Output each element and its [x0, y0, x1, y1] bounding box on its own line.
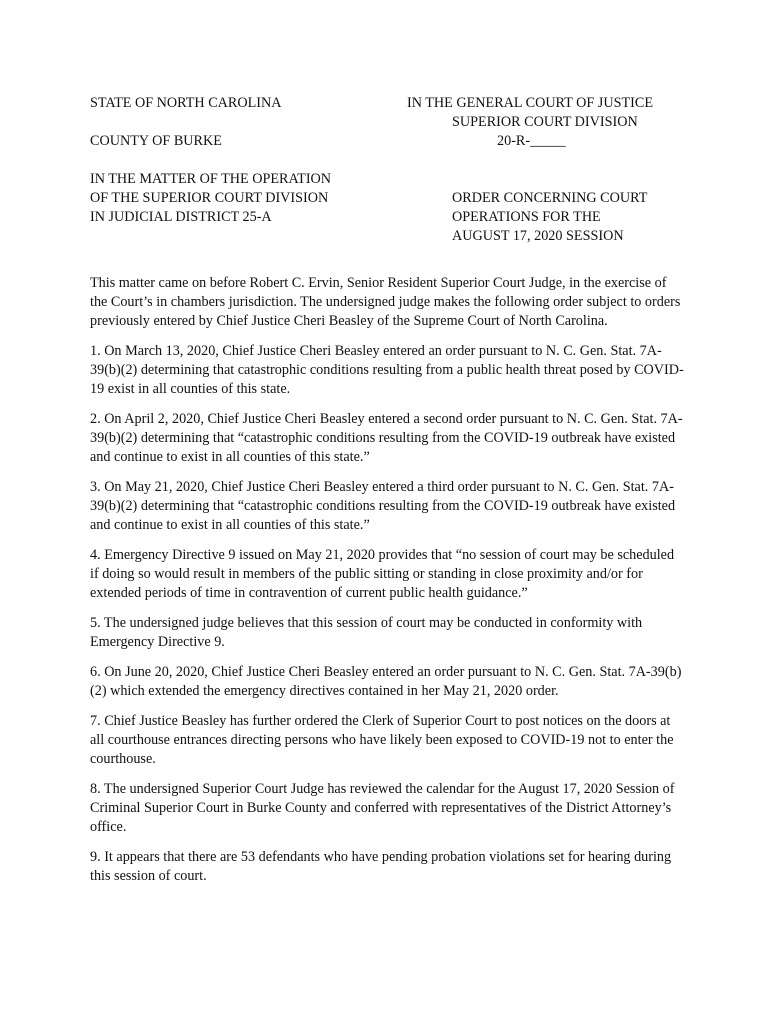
matter-title-line1: IN THE MATTER OF THE OPERATION — [90, 171, 332, 187]
court-name-line2: SUPERIOR COURT DIVISION — [452, 114, 638, 130]
finding-paragraph: 8. The undersigned Superior Court Judge has reviewed the calendar for the August 17, 2020 Session of Criminal Superior Court in Burke County and conferred with representatives of the District Attorney’s office. — [90, 781, 675, 835]
finding-paragraph: 5. The undersigned judge believes that this session of court may be conducted in conformity with Emergency Directive 9. — [90, 615, 643, 650]
finding-paragraph: 4. Emergency Directive 9 issued on May 21, 2020 provides that “no session of court may be scheduled if doing so would result in members of the public sitting or standing in close proximity and/or for extended periods of time in contravention of current public health guidance.” — [90, 547, 675, 601]
finding-paragraph: 9. It appears that there are 53 defendants who have pending probation violations set for hearing during this session of court. — [90, 849, 672, 884]
order-title-line3: AUGUST 17, 2020 SESSION — [452, 228, 624, 244]
file-number: 20-R-_____ — [497, 133, 566, 149]
court-name-line1: IN THE GENERAL COURT OF JUSTICE — [407, 95, 653, 111]
case-caption — [90, 94, 690, 254]
finding-paragraph: 3. On May 21, 2020, Chief Justice Cheri Beasley entered a third order pursuant to N. C. Gen. Stat. 7A-39(b)(2) determining that “catastrophic conditions resulting from the COVID-19 outbreak have existed and continue to exist in all counties of this state.” — [90, 479, 676, 533]
finding-paragraph: 7. Chief Justice Beasley has further ordered the Clerk of Superior Court to post notices on the doors at all courthouse entrances directing persons who have likely been exposed to COVID-19 not to enter the courthouse. — [90, 713, 674, 767]
finding-paragraph: 6. On June 20, 2020, Chief Justice Cheri Beasley entered an order pursuant to N. C. Gen. Stat. 7A-39(b)(2) which extended the emergency directives contained in her May 21, 2020 order. — [90, 664, 682, 699]
order-body — [90, 274, 684, 897]
order-title-line2: OPERATIONS FOR THE — [452, 209, 601, 225]
state-label: STATE OF NORTH CAROLINA — [90, 95, 282, 111]
matter-title-line2: OF THE SUPERIOR COURT DIVISION — [90, 190, 329, 206]
finding-paragraph: 2. On April 2, 2020, Chief Justice Cheri Beasley entered a second order pursuant to N. C. Gen. Stat. 7A-39(b)(2) determining that “catastrophic conditions resulting from the COVID-19 outbreak have existed and continue to exist in all counties of this state.” — [90, 411, 683, 465]
matter-title-line3: IN JUDICIAL DISTRICT 25-A — [90, 209, 272, 225]
county-label: COUNTY OF BURKE — [90, 133, 222, 149]
finding-paragraph: 1. On March 13, 2020, Chief Justice Cheri Beasley entered an order pursuant to N. C. Gen. Stat. 7A-39(b)(2) determining that catastrophic conditions resulting from a public health threat posed by COVID-19 exist in all counties of this state. — [90, 343, 684, 397]
order-title-line1: ORDER CONCERNING COURT — [452, 190, 648, 206]
intro-paragraph: This matter came on before Robert C. Ervin, Senior Resident Superior Court Judge, in the exercise of the Court’s in chambers jurisdiction. The undersigned judge makes the following order subject to orders previously entered by Chief Justice Cheri Beasley of the Supreme Court of North Carolina. — [90, 275, 681, 329]
